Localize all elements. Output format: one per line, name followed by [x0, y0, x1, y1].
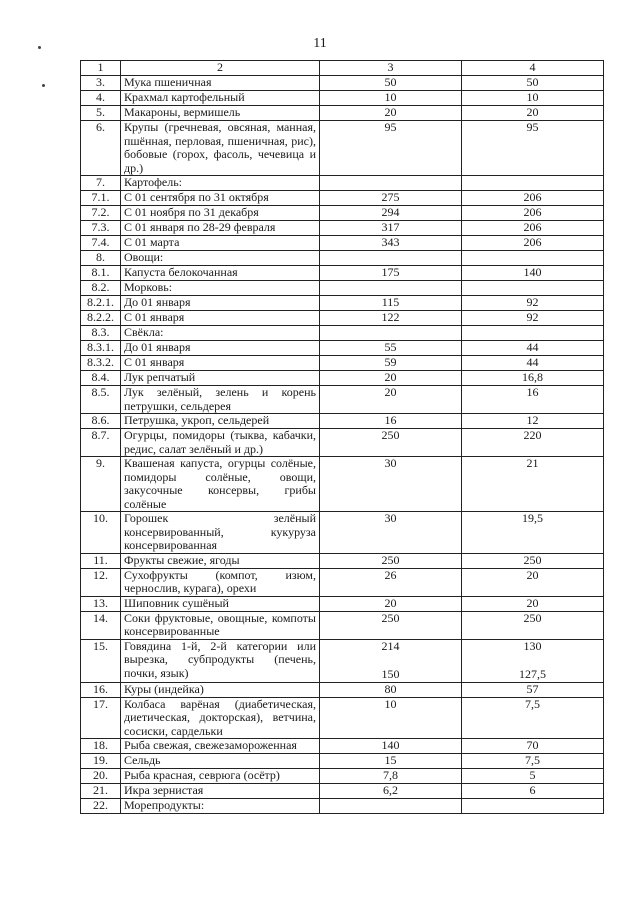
value-col-3	[320, 639, 462, 682]
row-number: 7.	[81, 176, 121, 191]
cell-value: 92	[526, 295, 539, 309]
value-col-4	[462, 799, 604, 814]
cell-value: 343	[381, 235, 400, 249]
header-col-2: 2	[121, 61, 320, 76]
row-number: 8.5.	[81, 386, 121, 414]
product-name: Рыба свежая, свежезамороженная	[121, 739, 320, 754]
cell-value: 130	[523, 638, 542, 653]
table-row	[81, 311, 604, 326]
table-row	[81, 682, 604, 697]
product-name: Крахмал картофельный	[121, 91, 320, 106]
table-row	[81, 553, 604, 568]
cell-value: 140	[523, 265, 542, 279]
cell-value: 95	[384, 120, 397, 134]
product-name: Горошек зелёный консервированный, кукуруза консервированная	[121, 512, 320, 554]
cell-value: 95	[526, 120, 539, 134]
table-row	[81, 414, 604, 429]
cell-value: 7,8	[383, 768, 398, 782]
cell-value: 20	[384, 595, 397, 610]
value-col-3	[320, 414, 462, 429]
row-number: 8.3.	[81, 326, 121, 341]
product-name: Петрушка, укроп, сельдерей	[121, 414, 320, 429]
value-col-3	[320, 341, 462, 356]
header-col-3: 3	[320, 61, 462, 76]
margin-mark	[38, 46, 41, 49]
page-number: 11	[313, 36, 327, 51]
row-number: 9.	[81, 457, 121, 512]
cell-value: 317	[381, 220, 400, 234]
row-number: 8.2.	[81, 281, 121, 296]
value-col-3	[320, 386, 462, 414]
product-name: Огурцы, помидоры (тыква, кабачки, редис, салат зелёный и др.)	[121, 429, 320, 457]
product-name: До 01 января	[121, 296, 320, 311]
row-number: 22.	[81, 799, 121, 814]
table-row	[81, 611, 604, 639]
value-col-4	[462, 356, 604, 371]
row-number: 14.	[81, 611, 121, 639]
value-col-4	[462, 221, 604, 236]
value-col-4	[462, 457, 604, 512]
cell-value: 20	[526, 105, 539, 119]
row-number: 10.	[81, 512, 121, 554]
cell-value: 16	[526, 385, 539, 399]
value-col-4	[462, 91, 604, 106]
row-number: 7.4.	[81, 236, 121, 251]
row-number: 4.	[81, 91, 121, 106]
value-col-3	[320, 697, 462, 739]
table-row	[81, 596, 604, 611]
value-col-3	[320, 326, 462, 341]
table-row	[81, 176, 604, 191]
table-row	[81, 296, 604, 311]
cell-value: 30	[384, 511, 397, 525]
cell-value: 294	[381, 205, 400, 219]
table-row	[81, 266, 604, 281]
cell-value: 206	[523, 205, 542, 219]
value-col-3	[320, 596, 462, 611]
value-col-4	[462, 611, 604, 639]
cell-value: 10	[384, 696, 397, 711]
cell-value: 57	[526, 681, 539, 696]
table-row	[81, 121, 604, 176]
table-row	[81, 191, 604, 206]
value-col-3	[320, 429, 462, 457]
value-col-3	[320, 553, 462, 568]
cell-value: 175	[381, 265, 400, 279]
table-row	[81, 639, 604, 682]
value-col-3	[320, 769, 462, 784]
cell-value: 20	[526, 567, 539, 582]
table-row	[81, 799, 604, 814]
value-col-4	[462, 236, 604, 251]
row-number: 12.	[81, 568, 121, 596]
value-col-4	[462, 697, 604, 739]
margin-mark	[42, 84, 45, 87]
cell-value: 206	[523, 190, 542, 204]
cell-value: 5	[529, 768, 536, 782]
cell-value: 7,5	[525, 753, 540, 767]
cell-value: 214	[381, 638, 400, 653]
food-norms-table	[80, 60, 604, 814]
value-col-4	[462, 76, 604, 91]
table-row	[81, 356, 604, 371]
product-name: Крупы (гречневая, овсяная, манная, пшённая, перловая, пшеничная, рис), бобовые (горох, фасоль, чечевица и др.)	[121, 121, 320, 176]
table-row	[81, 326, 604, 341]
cell-value: 6,2	[383, 783, 398, 797]
cell-value: 26	[384, 567, 397, 582]
row-number: 8.2.2.	[81, 311, 121, 326]
row-number: 15.	[81, 639, 121, 682]
cell-value: 44	[526, 340, 539, 354]
cell-value: 250	[381, 552, 400, 567]
cell-value: 250	[523, 552, 542, 567]
product-name: Овощи:	[121, 251, 320, 266]
row-number: 8.3.2.	[81, 356, 121, 371]
product-name: С 01 января	[121, 356, 320, 371]
row-number: 8.4.	[81, 371, 121, 386]
cell-value: 50	[384, 75, 397, 89]
value-col-3	[320, 251, 462, 266]
value-col-3	[320, 221, 462, 236]
product-name: Квашеная капуста, огурцы солёные, помидоры солёные, овощи, закусочные консервы, грибы солёные	[121, 457, 320, 512]
table-header-row	[81, 61, 604, 76]
value-col-4	[462, 251, 604, 266]
table-row	[81, 429, 604, 457]
row-number: 5.	[81, 106, 121, 121]
row-number: 8.2.1.	[81, 296, 121, 311]
row-number: 21.	[81, 784, 121, 799]
product-name: Говядина 1-й, 2-й категории или вырезка, субпродукты (печень, почки, язык)	[121, 639, 320, 682]
value-col-4	[462, 568, 604, 596]
product-name: Шиповник сушёный	[121, 596, 320, 611]
cell-value: 55	[384, 340, 397, 354]
row-number: 3.	[81, 76, 121, 91]
cell-value: 250	[381, 428, 400, 442]
cell-value: 50	[526, 75, 539, 89]
value-col-4	[462, 754, 604, 769]
value-col-4	[462, 341, 604, 356]
cell-value: 19,5	[522, 511, 543, 525]
row-number: 8.7.	[81, 429, 121, 457]
value-col-4	[462, 739, 604, 754]
table-row	[81, 512, 604, 554]
table-row	[81, 206, 604, 221]
cell-value: 20	[384, 385, 397, 399]
value-col-3	[320, 266, 462, 281]
value-col-3	[320, 91, 462, 106]
product-name: Лук репчатый	[121, 371, 320, 386]
cell-value: 20	[526, 595, 539, 610]
row-number: 18.	[81, 739, 121, 754]
product-name: Куры (индейка)	[121, 682, 320, 697]
value-col-4	[462, 296, 604, 311]
row-number: 17.	[81, 697, 121, 739]
cell-value: 220	[523, 428, 542, 442]
table-row	[81, 91, 604, 106]
value-col-4	[462, 386, 604, 414]
value-col-4	[462, 414, 604, 429]
value-col-3	[320, 311, 462, 326]
cell-value: 16	[384, 413, 397, 427]
product-name: Картофель:	[121, 176, 320, 191]
table-row	[81, 106, 604, 121]
value-col-4	[462, 639, 604, 682]
product-name: Лук зелёный, зелень и корень петрушки, сельдерея	[121, 386, 320, 414]
table-row	[81, 221, 604, 236]
value-col-3	[320, 799, 462, 814]
cell-value: 70	[526, 738, 539, 752]
cell-value: 206	[523, 220, 542, 234]
value-col-4	[462, 281, 604, 296]
product-name: Фрукты свежие, ягоды	[121, 553, 320, 568]
value-col-3	[320, 191, 462, 206]
row-number: 20.	[81, 769, 121, 784]
value-col-4	[462, 326, 604, 341]
row-number: 16.	[81, 682, 121, 697]
product-name: С 01 ноября по 31 декабря	[121, 206, 320, 221]
cell-value: 12	[526, 413, 539, 427]
product-name: Сельдь	[121, 754, 320, 769]
product-name: Мука пшеничная	[121, 76, 320, 91]
value-col-4	[462, 191, 604, 206]
cell-value: 80	[384, 681, 397, 696]
table-row	[81, 739, 604, 754]
value-col-3	[320, 356, 462, 371]
product-name: Колбаса варёная (диабетическая, диетическая, докторская), ветчина, сосиски, сардельки	[121, 697, 320, 739]
row-number: 8.	[81, 251, 121, 266]
row-number: 8.1.	[81, 266, 121, 281]
header-col-4: 4	[462, 61, 604, 76]
header-col-1: 1	[81, 61, 121, 76]
value-col-3	[320, 512, 462, 554]
product-name: Макароны, вермишель	[121, 106, 320, 121]
row-number: 19.	[81, 754, 121, 769]
value-col-4	[462, 512, 604, 554]
product-name: Морепродукты:	[121, 799, 320, 814]
value-col-4	[462, 206, 604, 221]
product-name: Икра зернистая	[121, 784, 320, 799]
value-col-4	[462, 121, 604, 176]
value-col-3	[320, 371, 462, 386]
cell-value: 20	[384, 370, 397, 384]
table-row	[81, 568, 604, 596]
cell-value: 10	[384, 90, 397, 104]
value-col-3	[320, 121, 462, 176]
value-col-3	[320, 281, 462, 296]
cell-value-secondary: 127,5	[519, 667, 546, 681]
cell-value: 30	[384, 456, 397, 470]
cell-value: 140	[381, 738, 400, 752]
table-row	[81, 457, 604, 512]
value-col-4	[462, 596, 604, 611]
product-name: До 01 января	[121, 341, 320, 356]
product-name: С 01 марта	[121, 236, 320, 251]
product-name: С 01 января	[121, 311, 320, 326]
product-name: Свёкла:	[121, 326, 320, 341]
value-col-4	[462, 176, 604, 191]
cell-value: 59	[384, 355, 397, 369]
table-row	[81, 386, 604, 414]
product-name: Морковь:	[121, 281, 320, 296]
cell-value-secondary: 150	[381, 667, 400, 681]
row-number: 11.	[81, 553, 121, 568]
value-col-3	[320, 457, 462, 512]
value-col-3	[320, 739, 462, 754]
cell-value: 250	[381, 610, 400, 625]
table-row	[81, 251, 604, 266]
row-number: 8.6.	[81, 414, 121, 429]
row-number: 7.3.	[81, 221, 121, 236]
product-name: Капуста белокочанная	[121, 266, 320, 281]
table-row	[81, 281, 604, 296]
cell-value: 20	[384, 105, 397, 119]
cell-value: 92	[526, 310, 539, 324]
row-number: 7.2.	[81, 206, 121, 221]
value-col-4	[462, 784, 604, 799]
table-row	[81, 236, 604, 251]
value-col-3	[320, 784, 462, 799]
cell-value: 16,8	[522, 370, 543, 384]
value-col-4	[462, 553, 604, 568]
cell-value: 122	[381, 310, 400, 324]
value-col-3	[320, 76, 462, 91]
value-col-3	[320, 206, 462, 221]
value-col-4	[462, 106, 604, 121]
value-col-3	[320, 754, 462, 769]
row-number: 7.1.	[81, 191, 121, 206]
value-col-3	[320, 568, 462, 596]
row-number: 8.3.1.	[81, 341, 121, 356]
value-col-4	[462, 311, 604, 326]
row-number: 6.	[81, 121, 121, 176]
cell-value: 6	[529, 783, 536, 797]
value-col-3	[320, 176, 462, 191]
value-col-4	[462, 371, 604, 386]
cell-value: 250	[523, 610, 542, 625]
product-name: С 01 сентября по 31 октября	[121, 191, 320, 206]
cell-value: 44	[526, 355, 539, 369]
value-col-3	[320, 236, 462, 251]
table-row	[81, 697, 604, 739]
value-col-3	[320, 296, 462, 311]
value-col-3	[320, 682, 462, 697]
product-name: Рыба красная, севрюга (осётр)	[121, 769, 320, 784]
cell-value: 21	[526, 456, 539, 470]
cell-value: 15	[384, 753, 397, 767]
value-col-3	[320, 611, 462, 639]
cell-value: 10	[526, 90, 539, 104]
table-row	[81, 769, 604, 784]
value-col-4	[462, 682, 604, 697]
value-col-4	[462, 429, 604, 457]
cell-value: 115	[381, 295, 400, 309]
row-number: 13.	[81, 596, 121, 611]
value-col-4	[462, 769, 604, 784]
value-col-4	[462, 266, 604, 281]
product-name: С 01 января по 28-29 февраля	[121, 221, 320, 236]
table-row	[81, 76, 604, 91]
cell-value: 275	[381, 190, 400, 204]
value-col-3	[320, 106, 462, 121]
table-row	[81, 754, 604, 769]
product-name: Соки фруктовые, овощные, компоты консервированные	[121, 611, 320, 639]
table-row	[81, 341, 604, 356]
table-row	[81, 784, 604, 799]
cell-value: 7,5	[525, 696, 540, 711]
table-row	[81, 371, 604, 386]
product-name: Сухофрукты (компот, изюм, чернослив, курага), орехи	[121, 568, 320, 596]
cell-value: 206	[523, 235, 542, 249]
